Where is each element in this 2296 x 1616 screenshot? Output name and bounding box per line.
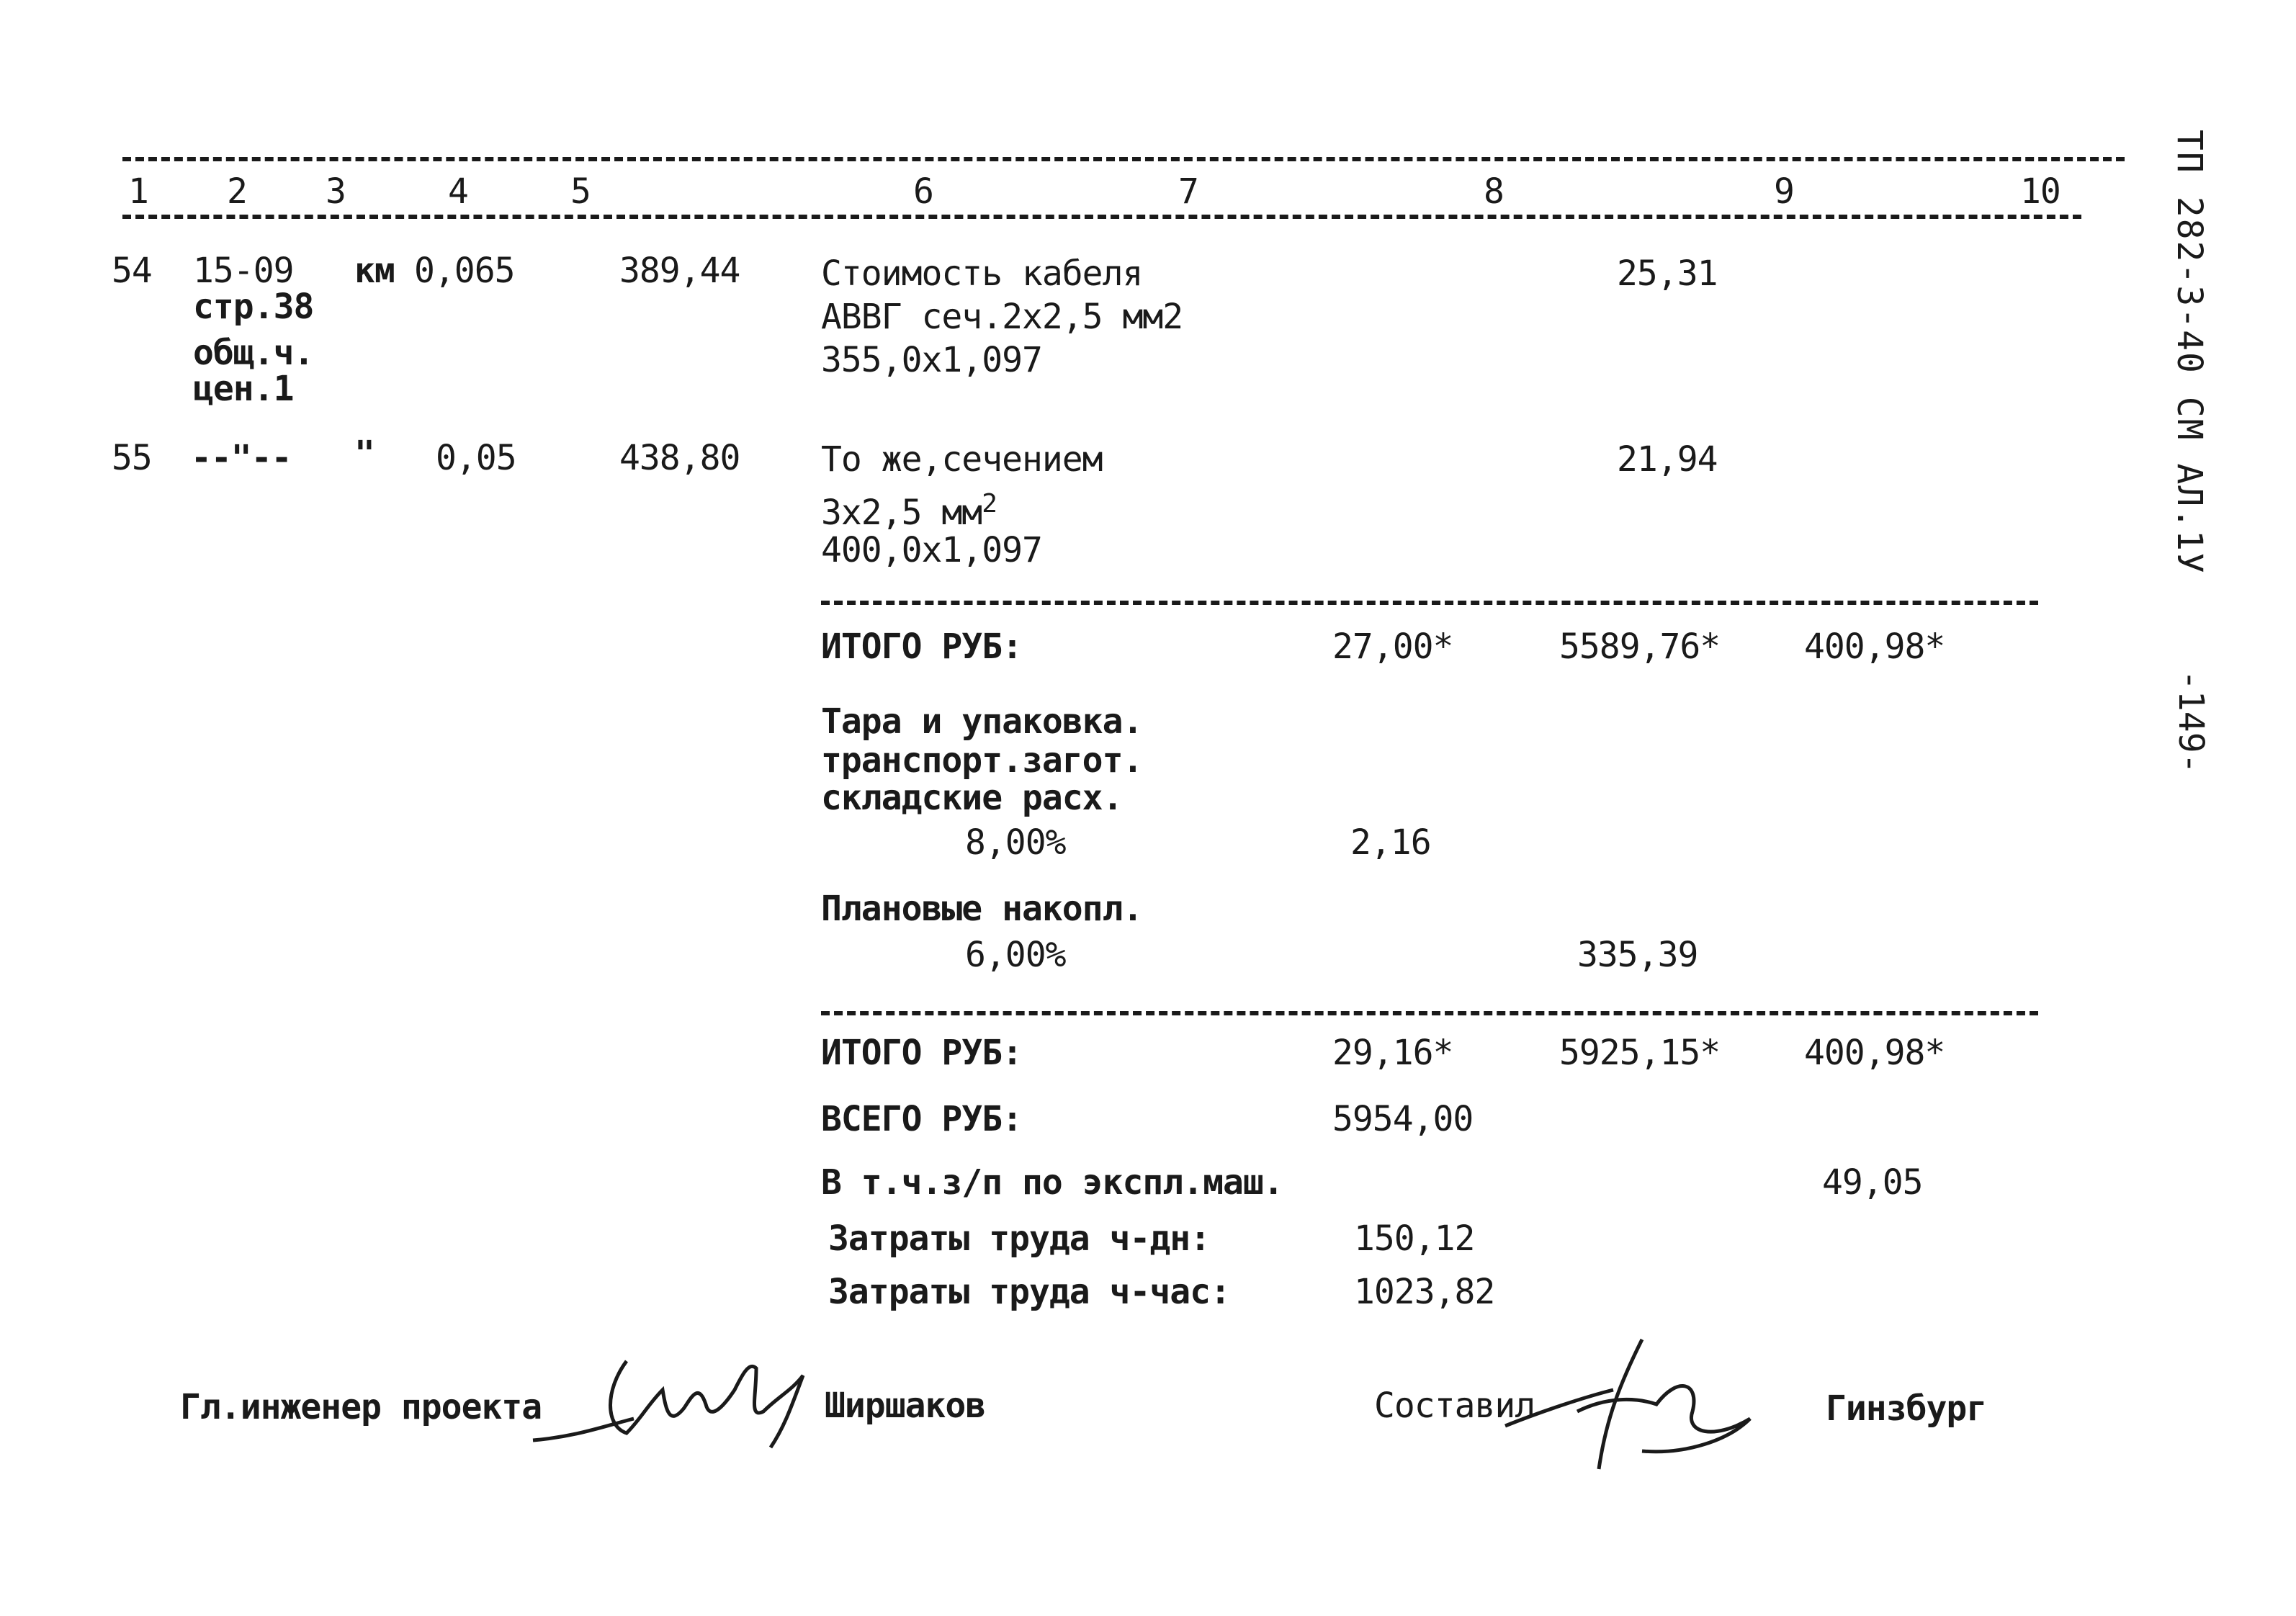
compiler-signature (1498, 1332, 1757, 1476)
packaging-label: транспорт.загот. (821, 740, 1143, 781)
planned-savings-value: 335,39 (1577, 935, 1698, 975)
subtotal-label: ИТОГО РУБ: (821, 1033, 1022, 1073)
subtotal-col8: 29,16* (1332, 1033, 1453, 1073)
subtotal-col9: 5925,15* (1559, 1033, 1721, 1073)
chief-engineer-name: Ширшаков (825, 1386, 986, 1426)
column-number: 6 (913, 171, 933, 212)
column-number: 10 (2020, 171, 2060, 212)
row-code: 15-09 (193, 251, 294, 291)
row-number: 55 (112, 438, 152, 478)
packaging-value: 2,16 (1350, 822, 1431, 863)
compiler-name: Гинзбург (1826, 1388, 1987, 1429)
row-code: стр.38 (193, 287, 314, 327)
header-top-rule (122, 157, 2125, 161)
packaging-label: складские расх. (821, 778, 1123, 818)
packaging-percent: 8,00% (965, 822, 1066, 863)
labor-days-label: Затраты труда ч-дн: (828, 1218, 1211, 1259)
labor-days-value: 150,12 (1354, 1218, 1475, 1259)
subtotal-col10: 400,98* (1804, 1033, 1945, 1073)
row-description: То же,сечением (821, 439, 1103, 480)
packaging-label: Тара и упаковка. (821, 701, 1143, 742)
column-number: 3 (326, 171, 346, 212)
subtotal-col9: 5589,76* (1559, 627, 1721, 667)
row-description (821, 482, 997, 534)
row-code: общ.ч. (193, 333, 314, 373)
compiler-label: Составил (1374, 1386, 1535, 1426)
row-code: --"-- (191, 438, 292, 478)
row-col9-value: 25,31 (1617, 253, 1718, 294)
header-bottom-rule (122, 215, 2081, 219)
chief-engineer-label: Гл.инженер проекта (180, 1387, 542, 1427)
including-label: В т.ч.з/п по экспл.маш. (821, 1162, 1283, 1203)
column-number: 8 (1484, 171, 1504, 212)
row-unit: " (354, 434, 375, 474)
subtotal-col8: 27,00* (1332, 627, 1453, 667)
subtotal-rule (821, 601, 2038, 605)
row-unit: км (354, 251, 395, 291)
row-description: 400,0х1,097 (821, 530, 1042, 570)
subtotal-label: ИТОГО РУБ: (821, 627, 1022, 667)
row-description: АВВГ сеч.2х2,5 мм2 (821, 297, 1183, 337)
planned-savings-label: Плановые накопл. (821, 889, 1143, 929)
row-code: цен.1 (193, 369, 294, 409)
subtotal-col10: 400,98* (1804, 627, 1945, 667)
row-quantity: 0,05 (436, 438, 516, 478)
column-number: 9 (1774, 171, 1794, 212)
column-number: 2 (227, 171, 247, 212)
including-value: 49,05 (1822, 1162, 1923, 1203)
row-description: Стоимость кабеля (821, 253, 1143, 294)
row-description-superscript: 2 (982, 489, 997, 519)
planned-savings-percent: 6,00% (965, 935, 1066, 975)
chief-engineer-signature (519, 1339, 821, 1469)
column-number: 5 (570, 171, 591, 212)
column-number: 4 (448, 171, 468, 212)
row-number: 54 (112, 251, 152, 291)
subtotal-rule (821, 1011, 2038, 1015)
row-description: 355,0х1,097 (821, 340, 1042, 380)
column-number: 1 (128, 171, 148, 212)
labor-hours-label: Затраты труда ч-час: (828, 1272, 1230, 1312)
labor-hours-value: 1023,82 (1354, 1272, 1495, 1312)
side-code: ТП 282-3-40 СМ АЛ.1У (2169, 130, 2210, 575)
row-unit-price: 389,44 (619, 251, 740, 291)
page-number: -149- (2171, 670, 2211, 774)
row-quantity: 0,065 (414, 251, 515, 291)
grand-total-value: 5954,00 (1332, 1099, 1474, 1139)
column-number: 7 (1178, 171, 1198, 212)
row-col9-value: 21,94 (1617, 439, 1718, 480)
row-unit-price: 438,80 (619, 438, 740, 478)
row-description-text: 3х2,5 мм (821, 493, 982, 533)
grand-total-label: ВСЕГО РУБ: (821, 1099, 1022, 1139)
